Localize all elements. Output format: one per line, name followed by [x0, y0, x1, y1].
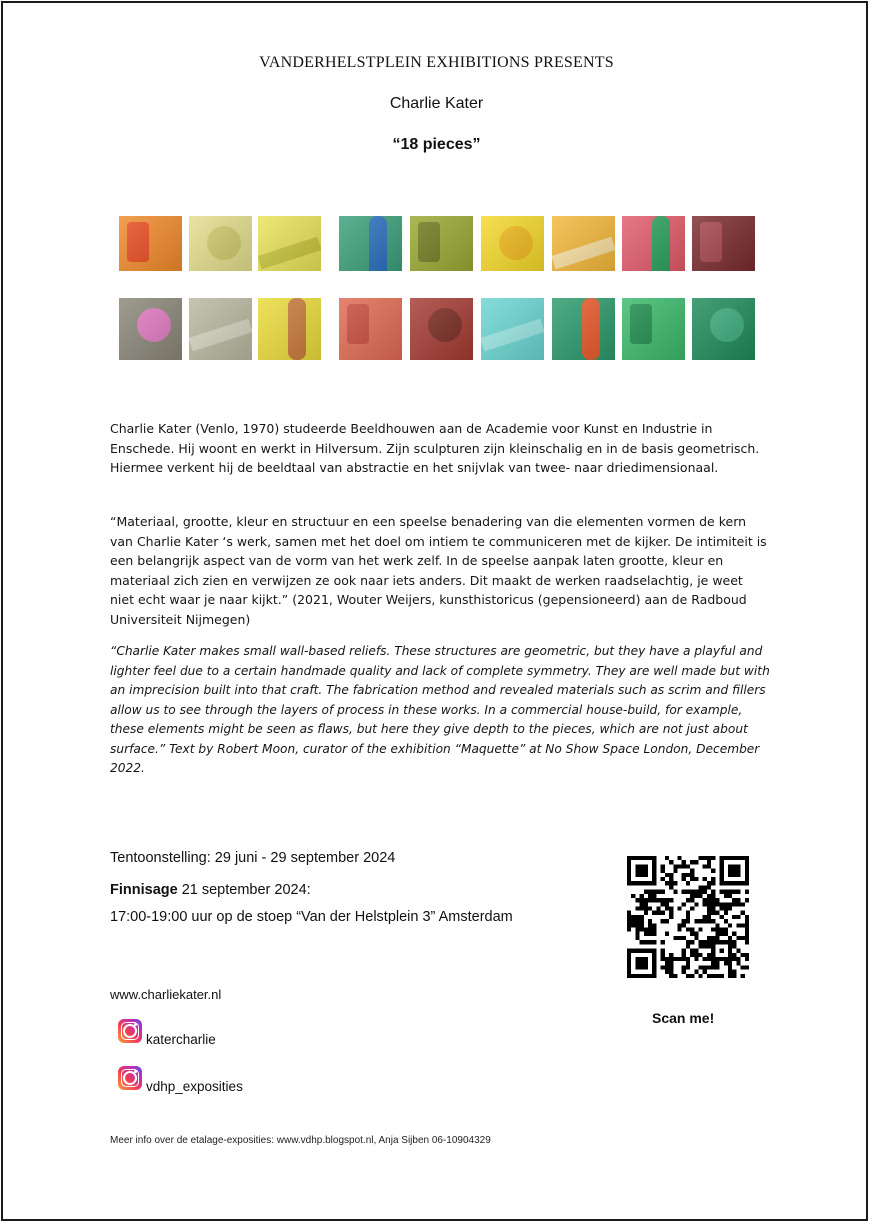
- dark-green-piece: [692, 298, 755, 360]
- maroon-piece: [692, 216, 755, 271]
- instagram-link-vdhp[interactable]: [118, 1066, 243, 1094]
- turquoise-piece: [481, 298, 544, 360]
- pale-yellow-leaf-piece: [189, 216, 252, 271]
- yellow-stripe-piece: [481, 216, 544, 271]
- exhibition-title: “18 pieces”: [392, 136, 481, 153]
- english-quote-paragraph: “Charlie Kater makes small wall-based reliefs. These structures are geometric, but they have a playful and lighter feel due to a certain handmade quality and lack of complete symmetry. They are well made but with an imprecision built into that craft. The fabrication method and revealed materials such as scrim and fillers allow us to see through the layers of process in these works. In a commercial house-build, for example, these elements might be seen as flaws, but here they give depth to the pieces, which are not just about surface.” Text by Robert Moon, curator of the exhibition “Maquette” at No Show Space London, December 2022.: [110, 644, 770, 775]
- finnisage-line: [110, 882, 311, 898]
- yellow-ribbed-piece: [258, 216, 321, 271]
- instagram-icon: [118, 1019, 142, 1043]
- qr-caption: Scan me!: [652, 1010, 715, 1026]
- coral-curve-piece: [339, 298, 402, 360]
- artist-name: Charlie Kater: [389, 95, 484, 112]
- grey-plaster-piece: [189, 298, 252, 360]
- website-link[interactable]: www.charliekater.nl: [110, 987, 222, 1002]
- green-pink-piece: [622, 216, 685, 271]
- instagram-link-katercharlie[interactable]: [118, 1019, 216, 1047]
- time-location: 17:00-19:00 uur op de stoep “Van der Helstplein 3” Amsterdam: [110, 909, 513, 925]
- orange-grid-piece: [119, 216, 182, 271]
- instagram-icon: [118, 1066, 142, 1090]
- organizer-heading: VANDERHELSTPLEIN EXHIBITIONS PRESENTS: [259, 54, 614, 71]
- yellow-cutout-piece: [552, 216, 615, 271]
- exhibition-dates: Tentoonstelling: 29 juni - 29 september 2024: [110, 850, 396, 866]
- instagram-handle: katercharlie: [146, 1032, 216, 1047]
- blue-green-piece: [339, 216, 402, 271]
- yellow-cross-piece: [258, 298, 321, 360]
- green-leaf-piece: [622, 298, 685, 360]
- pink-grey-piece: [119, 298, 182, 360]
- green-orange-piece: [552, 298, 615, 360]
- qr-code[interactable]: [627, 856, 749, 978]
- finnisage-label: Finnisage: [110, 882, 178, 898]
- olive-round-piece: [410, 216, 473, 271]
- footer-info: Meer info over de etalage-exposities: www.vdhp.blogspot.nl, Anja Sijben 06-10904329: [110, 1135, 491, 1146]
- bio-paragraph: Charlie Kater (Venlo, 1970) studeerde Beeldhouwen aan de Academie voor Kunst en Industrie in Enschede. Hij woont en werkt in Hilversum. Zijn sculpturen zijn kleinschalig en in de basis geometrisch. Hiermee verkent hij de beeldtaal van abstractie en het snijvlak van twee- naar driedimensionaal.: [110, 421, 760, 475]
- instagram-handle: vdhp_exposities: [146, 1079, 243, 1094]
- dutch-quote-paragraph: “Materiaal, grootte, kleur en structuur en een speelse benadering van die elementen vormen de kern van Charlie Kater ‘s werk, samen met het doel om intiem te communiceren met de kijker. De intimiteit is een belangrijk aspect van de vorm van het werk zelf. In de speelse aanpak laten grootte, kleur en materiaal zich zien en verwijzen ze ook naar iets anders. Dit maakt de werken raadselachtig, je weet niet echt waar je naar kijkt.” (2021, Wouter Weijers, kunsthistoricus (gepensioneerd) aan de Radboud Universiteit Nijmegen): [110, 514, 767, 627]
- finnisage-date: 21 september 2024:: [177, 882, 311, 898]
- red-brown-swirl-piece: [410, 298, 473, 360]
